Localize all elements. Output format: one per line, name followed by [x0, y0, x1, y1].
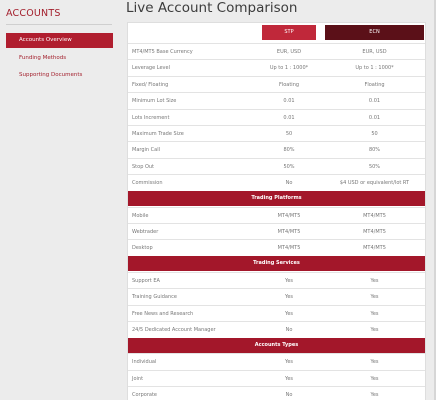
table-row	[128, 158, 425, 174]
stp-value: Yes	[284, 277, 294, 284]
stp-value: 50	[285, 131, 293, 137]
sidebar	[0, 0, 118, 400]
section-header: Trading Services	[128, 256, 425, 271]
ecn-value: 50	[371, 131, 378, 137]
ecn-value: MT4/MT5	[363, 229, 386, 235]
page-title: Live Account Comparison	[126, 0, 298, 16]
stp-value: 0.01	[283, 114, 295, 121]
ecn-value: Yes	[370, 359, 379, 366]
stp-value: No	[285, 392, 293, 399]
table-row	[128, 109, 425, 125]
ecn-value: 80%	[368, 147, 381, 154]
table-row	[128, 288, 425, 304]
table-row	[128, 207, 425, 223]
stp-value: No	[285, 180, 293, 187]
row-label: Desktop	[132, 245, 153, 252]
stp-value: MT4/MT5	[277, 229, 301, 235]
table-row	[128, 223, 425, 239]
row-label: Minimum Lot Size	[132, 98, 177, 105]
row-label: Maximum Trade Size	[132, 131, 184, 137]
ecn-value: Floating	[364, 81, 385, 88]
ecn-value: Yes	[370, 277, 379, 284]
row-label: Fixed/ Floating	[132, 81, 169, 88]
table-row	[128, 370, 425, 386]
stp-column-header[interactable]: STP	[262, 25, 316, 40]
ecn-value: 0.01	[368, 98, 381, 105]
row-label: Lots Increment	[132, 114, 170, 121]
ecn-value: EUR, USD	[362, 49, 387, 55]
row-label: 24/5 Dedicated Account Manager	[132, 327, 216, 333]
row-label: Mobile	[132, 212, 149, 219]
stp-value: No	[285, 327, 293, 333]
sidebar-item-funding-methods[interactable]: Funding Methods	[19, 55, 67, 61]
row-label: Margin Call	[132, 147, 161, 154]
ecn-value: Yes	[370, 294, 379, 301]
stp-value: 50%	[283, 163, 295, 170]
ecn-value: Up to 1 : 1000*	[355, 65, 394, 72]
sidebar-divider	[6, 24, 112, 25]
table-row	[128, 353, 425, 369]
table-row	[128, 76, 425, 92]
table-row	[128, 386, 425, 400]
section-header: Accounts Types	[128, 338, 425, 353]
table-row	[128, 174, 425, 190]
table-row	[128, 321, 425, 337]
table-row	[128, 125, 425, 141]
row-label: Commission	[132, 180, 163, 187]
row-label: Free News and Research	[132, 310, 194, 317]
comparison-table	[127, 22, 426, 400]
stp-value: Yes	[284, 359, 294, 366]
table-row	[128, 92, 425, 108]
table-row	[128, 141, 425, 157]
ecn-value: MT4/MT5	[363, 212, 386, 219]
table-row	[128, 239, 425, 255]
row-label: MT4/MT5 Base Currency	[132, 49, 193, 55]
sidebar-item-supporting-documents[interactable]: Supporting Documents	[19, 72, 83, 78]
row-label: Corporate	[132, 392, 157, 399]
row-label: Support EA	[132, 277, 160, 284]
ecn-value: Yes	[370, 392, 379, 399]
row-label: Joint	[132, 375, 144, 382]
table-row	[128, 272, 425, 288]
stp-value: 0.01	[283, 98, 295, 105]
sidebar-item-accounts-overview[interactable]: Accounts Overview	[6, 33, 113, 48]
stp-value: EUR, USD	[276, 49, 302, 55]
table-row	[128, 305, 425, 321]
row-label: Stop Out	[132, 163, 155, 170]
row-label: Webtrader	[132, 229, 159, 235]
stp-value: 80%	[283, 147, 295, 154]
stp-value: MT4/MT5	[277, 212, 301, 219]
ecn-column-header[interactable]: ECN	[325, 25, 424, 40]
ecn-value: 0.01	[368, 114, 381, 121]
ecn-value: MT4/MT5	[363, 245, 386, 252]
ecn-value: 50%	[368, 163, 381, 170]
stp-value: Up to 1 : 1000*	[269, 65, 309, 72]
stp-value: Floating	[278, 81, 300, 88]
table-header-row	[128, 23, 425, 43]
row-label: Leverage Level	[132, 65, 170, 72]
ecn-value: Yes	[370, 375, 379, 382]
ecn-value: $4 USD or equivalent/lot RT	[339, 180, 410, 187]
table-row	[128, 59, 425, 75]
row-label: Training Guidance	[132, 294, 177, 301]
ecn-value: Yes	[370, 327, 379, 333]
row-label: Individual	[132, 359, 157, 366]
ecn-value: Yes	[370, 310, 379, 317]
stp-value: Yes	[284, 375, 294, 382]
table-row	[128, 43, 425, 59]
stp-value: Yes	[284, 294, 294, 301]
sidebar-title: ACCOUNTS	[6, 8, 61, 19]
stp-value: Yes	[284, 310, 294, 317]
section-header: Trading Platforms	[128, 191, 425, 206]
stp-value: MT4/MT5	[277, 245, 301, 252]
